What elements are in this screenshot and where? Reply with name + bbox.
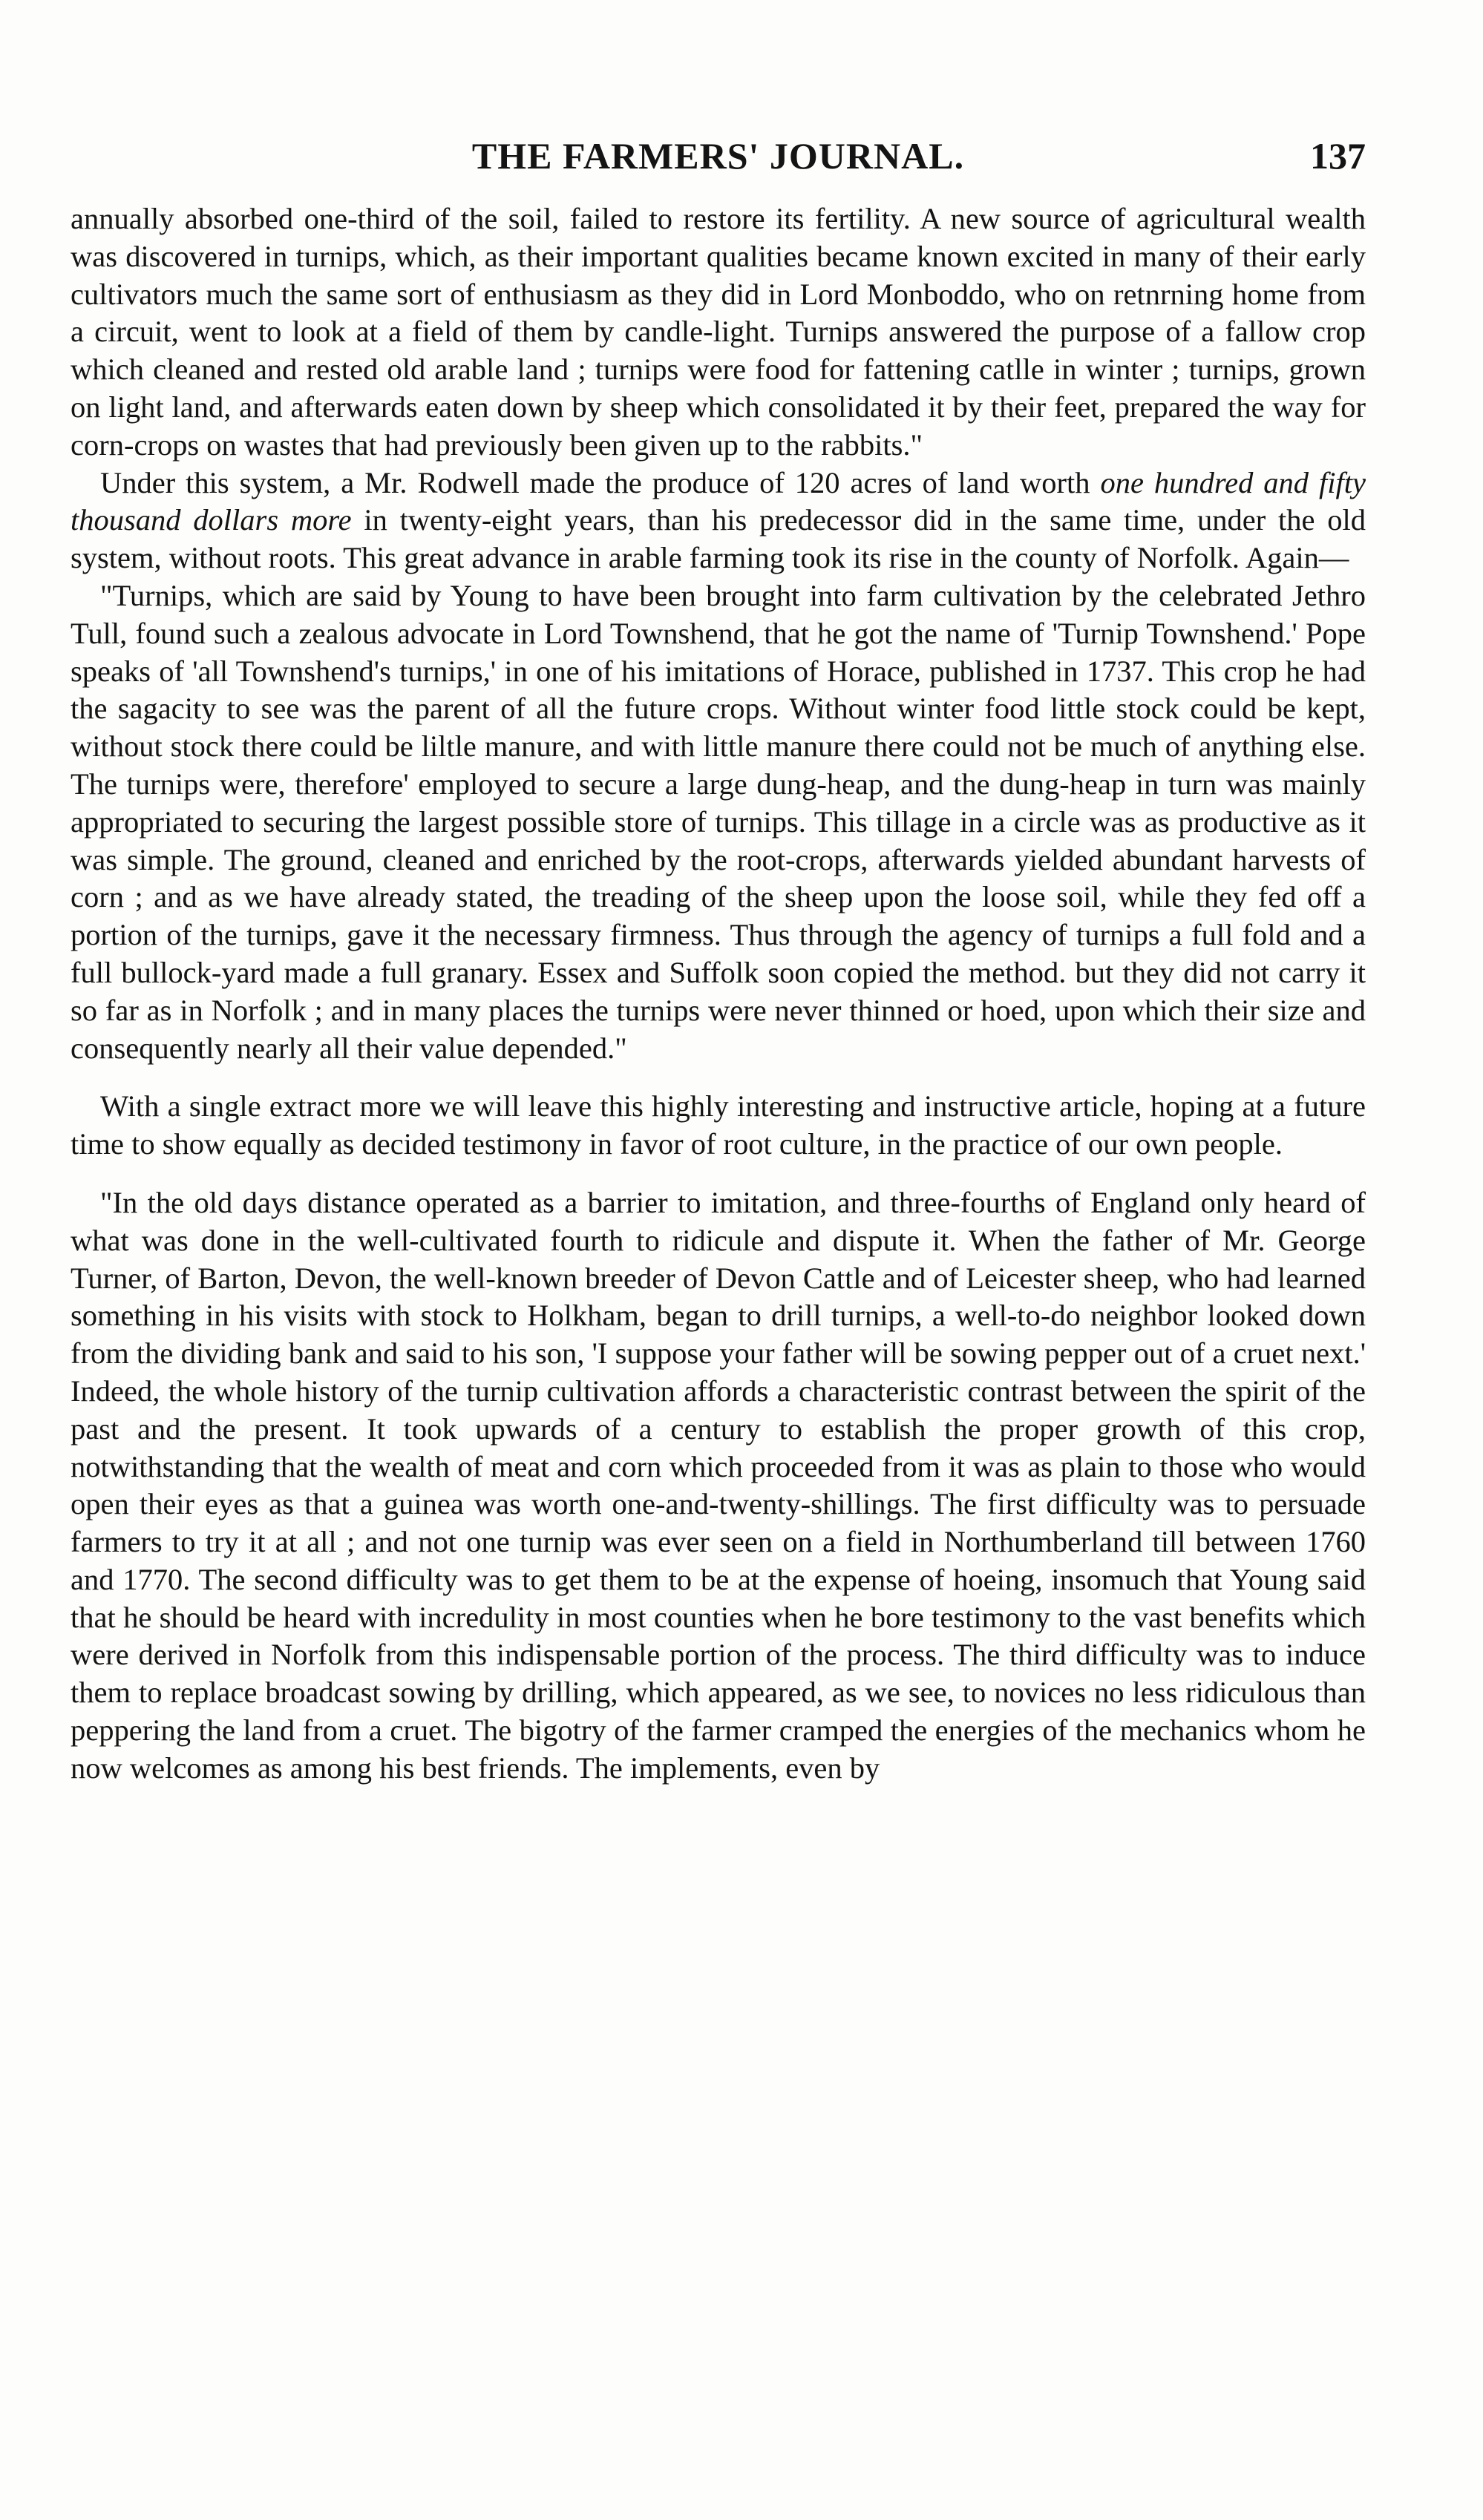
paragraph-rodwell-emphasis: one hundred and fifty thousand dollars more [71,465,1366,537]
paragraph-editorial: With a single extract more we will leave this highly interesting and instructive article, hoping at a future time to show equally as decided testimony in favor of root culture, in the practice of our own people. [71,1089,1366,1161]
paragraph-rodwell [71,465,1366,577]
paragraph-townshend-quote: "Turnips, which are said by Young to have been brought into farm cultivation by the celebrated Jethro Tull, found such a zealous advocate in Lord Townshend, that he got the name of 'Turnip Townshend.' Pope speaks of 'all Townshend's turnips,' in one of his imitations of Horace, published in 1737. This crop he had the sagacity to see was the parent of all the future crops. Without winter food little stock could be kept, without stock there could be liltle manure, and with little manure there could not be much of anything else. The turnips were, therefore' employed to secure a large dung-heap, and the dung-heap in turn was mainly appropriated to securing the largest possible store of turnips. This tillage in a circle was as productive as it was simple. The ground, cleaned and enriched by the root-crops, afterwards yielded abundant harvests of corn ; and as we have already stated, the treading of the sheep upon the loose soil, while they fed off a portion of the turnips, gave it the necessary firmness. Thus through the agency of turnips a full fold and a full bullock-yard made a full granary. Essex and Suffolk soon copied the method. but they did not carry it so far as in Norfolk ; and in many places the turnips were never thinned or hoed, upon which their size and consequently nearly all their value depended." [71,578,1366,1065]
running-head [71,134,1366,186]
page-number: 137 [1310,135,1366,177]
paragraph-rodwell-lead: Under this system, a Mr. Rodwell made the produce of 120 acres of land worth [100,465,1101,499]
article-body [71,200,1366,1788]
paragraph-rodwell-tail: in twenty-eight years, than his predecessor did in the same time, under the old system, without roots. This great advance in arable farming took its rise in the county of Norfolk. Again— [71,503,1366,575]
paragraph-old-days-quote: "In the old days distance operated as a barrier to imitation, and three-fourths of England only heard of what was done in the well-cultivated fourth to ridicule and dispute it. When the father of Mr. George Turner, of Barton, Devon, the well-known breeder of Devon Cattle and of Leicester sheep, who had learned something in his visits with stock to Holkham, began to drill turnips, a well-to-do neighbor looked down from the dividing bank and said to his son, 'I suppose your father will be sowing pepper out of a cruet next.' Indeed, the whole history of the turnip cultivation affords a characteristic contrast between the spirit of the past and the present. It took upwards of a century to establish the proper growth of this crop, notwithstanding that the wealth of meat and corn which proceeded from it was as plain to those who would open their eyes as that a guinea was worth one-and-twenty-shillings. The first difficulty was to persuade farmers to try it at all ; and not one turnip was ever seen on a field in Northumberland till between 1760 and 1770. The second difficulty was to get them to be at the expense of hoeing, insomuch that Young said that he should be heard with incredulity in most counties when he bore testimony to the vast benefits which were derived in Norfolk from this indispensable portion of the process. The third difficulty was to induce them to replace broadcast sowing by drilling, which appeared, as we see, to novices no less ridiculous than peppering the land from a cruet. The bigotry of the farmer cramped the energies of the mechanics whom he now welcomes as among his best friends. The implements, even by [71,1185,1366,1785]
paragraph-continued: annually absorbed one-third of the soil, failed to restore its fertility. A new source of agricultural wealth was discovered in turnips, which, as their important qualities became known excited in many of their early cultivators much the same sort of enthusiasm as they did in Lord Monboddo, who on retnrning home from a circuit, went to look at a field of them by candle-light. Turnips answered the purpose of a fallow crop which cleaned and rested old arable land ; turnips were food for fattening catlle in winter ; turnips, grown on light land, and afterwards eaten down by sheep which consolidated it by their feet, prepared the way for corn-crops on wastes that had previously been given up to the rabbits." [71,202,1366,462]
running-title: THE FARMERS' JOURNAL. [471,135,965,177]
